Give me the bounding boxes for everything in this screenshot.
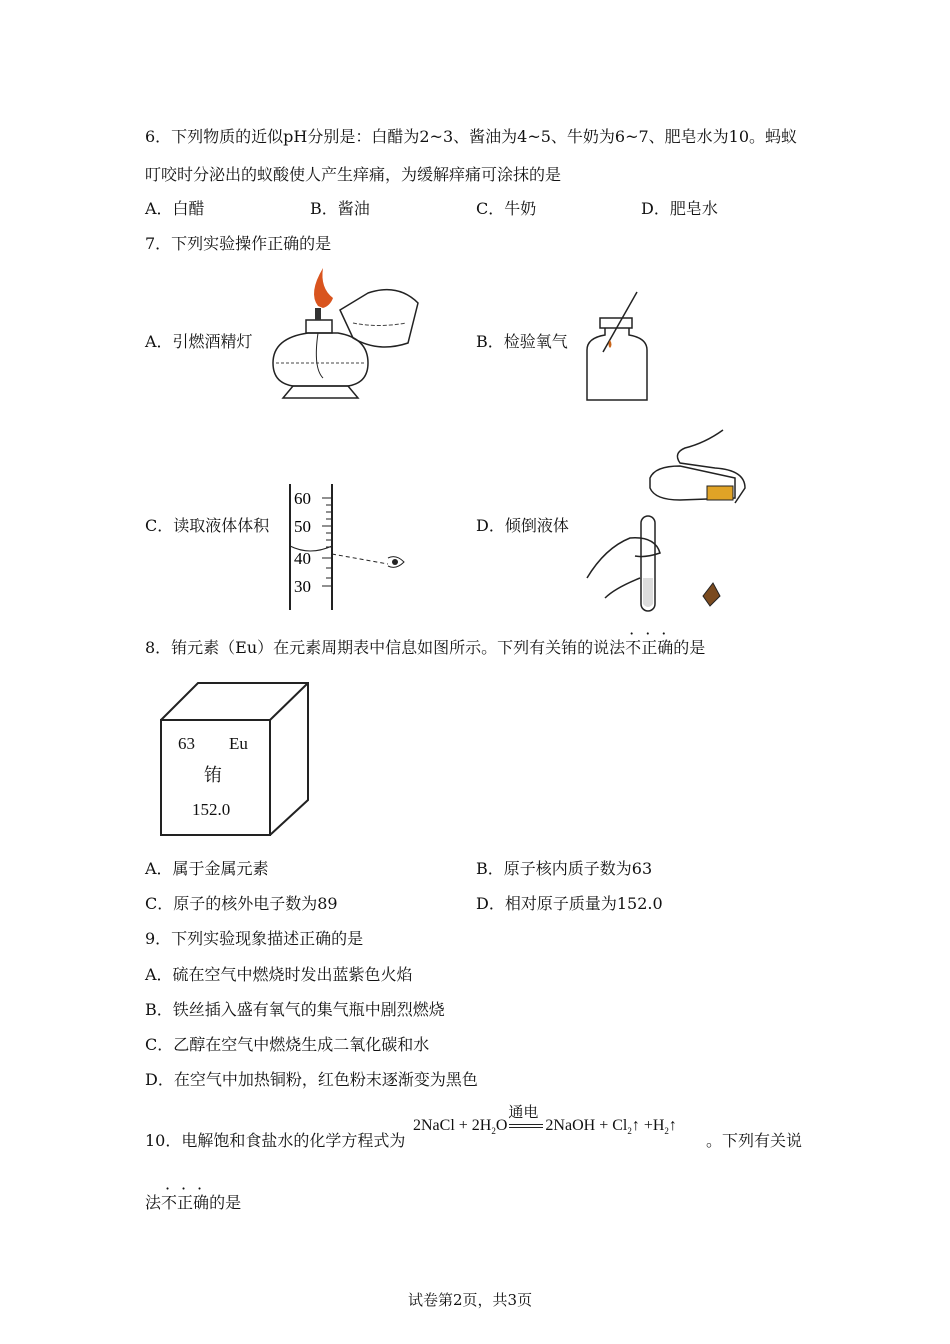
page-footer: 试卷第2页，共3页 — [408, 1291, 533, 1309]
q8-stem — [145, 638, 705, 658]
element-symbol: Eu — [229, 734, 248, 753]
q8-option-d: D．相对原子质量为152.0 — [476, 894, 663, 913]
graduated-cylinder-figure — [280, 482, 420, 612]
q7-stem: 7．下列实验操作正确的是 — [145, 234, 332, 253]
chemical-equation — [413, 1103, 677, 1137]
eq-subscript: 2 — [491, 1126, 496, 1137]
gas-bottle-figure — [585, 290, 650, 405]
eq-products: 2NaOH + Cl — [545, 1117, 628, 1134]
q10-stem-cont: 。下列有关说 — [706, 1131, 803, 1150]
q8-option-a: A．属于金属元素 — [145, 859, 269, 878]
q7-option-d: D．倾倒液体 — [476, 516, 569, 535]
q10-line2-end: 的是 — [209, 1193, 242, 1212]
eq-reactants: 2NaCl + 2H — [413, 1117, 492, 1134]
q9-stem: 9．下列实验现象描述正确的是 — [145, 929, 364, 948]
q7-option-a: A．引燃酒精灯 — [145, 332, 253, 351]
alcohol-lamp-figure — [268, 268, 423, 403]
q10-stem: 10．电解饱和食盐水的化学方程式为 — [145, 1131, 406, 1150]
element-cube-figure — [158, 680, 313, 838]
emphasis-char: 确 — [657, 638, 674, 657]
eq-subscript: 2 — [664, 1126, 669, 1137]
tick-50: 50 — [294, 517, 311, 536]
element-mass: 152.0 — [192, 800, 231, 819]
eq-arrow — [507, 1103, 545, 1133]
q6-option-b: B．酱油 — [310, 199, 370, 218]
eq-condition: 通电 — [508, 1103, 539, 1122]
tick-30: 30 — [294, 577, 311, 596]
q8-stem-text: 8．铕元素（Eu）在元素周期表中信息如图所示。下列有关铕的说法 — [145, 638, 626, 657]
q6-stem-line1: 6．下列物质的近似pH分别是：白醋为2~3、酱油为4~5、牛奶为6~7、肥皂水为10。蚂蚁 — [145, 127, 798, 146]
q6-stem-line2: 叮咬时分泌出的蚁酸使人产生痒痛，为缓解痒痛可涂抹的是 — [145, 165, 562, 184]
q9-option-a: A．硫在空气中燃烧时发出蓝紫色火焰 — [145, 965, 413, 984]
q7-option-c: C．读取液体体积 — [145, 516, 270, 535]
eq-products-end: ↑ — [668, 1117, 677, 1134]
tick-60: 60 — [294, 489, 311, 508]
tick-40: 40 — [294, 549, 311, 568]
q9-option-c: C．乙醇在空气中燃烧生成二氧化碳和水 — [145, 1035, 430, 1054]
q6-option-c: C．牛奶 — [476, 199, 537, 218]
q8-option-b: B．原子核内质子数为63 — [476, 859, 653, 878]
q9-option-b: B．铁丝插入盛有氧气的集气瓶中剧烈燃烧 — [145, 1000, 445, 1019]
emphasis-char: 确 — [193, 1193, 210, 1212]
eq-subscript: 2 — [627, 1126, 632, 1137]
emphasis-char: 不 — [625, 638, 642, 657]
q10-line2-start: 法 — [145, 1193, 162, 1212]
q6-option-d: D．肥皂水 — [641, 199, 718, 218]
q8-stem-end: 的是 — [673, 638, 706, 657]
emphasis-char: 不 — [161, 1193, 178, 1212]
emphasis-char: 正 — [641, 638, 658, 657]
element-name: 铕 — [204, 765, 222, 786]
q10-stem-line2 — [145, 1193, 241, 1213]
eq-products-mid: ↑ +H — [631, 1117, 665, 1134]
element-number: 63 — [178, 734, 195, 753]
q6-option-a: A．白醋 — [145, 199, 205, 218]
q8-option-c: C．原子的核外电子数为89 — [145, 894, 338, 913]
eq-reactants-end: O — [495, 1117, 508, 1134]
emphasis-char: 正 — [177, 1193, 194, 1212]
q7-option-b: B．检验氧气 — [476, 332, 568, 351]
q9-option-d: D．在空气中加热铜粉，红色粉末逐渐变为黑色 — [145, 1070, 478, 1089]
pouring-liquid-figure — [585, 428, 755, 613]
